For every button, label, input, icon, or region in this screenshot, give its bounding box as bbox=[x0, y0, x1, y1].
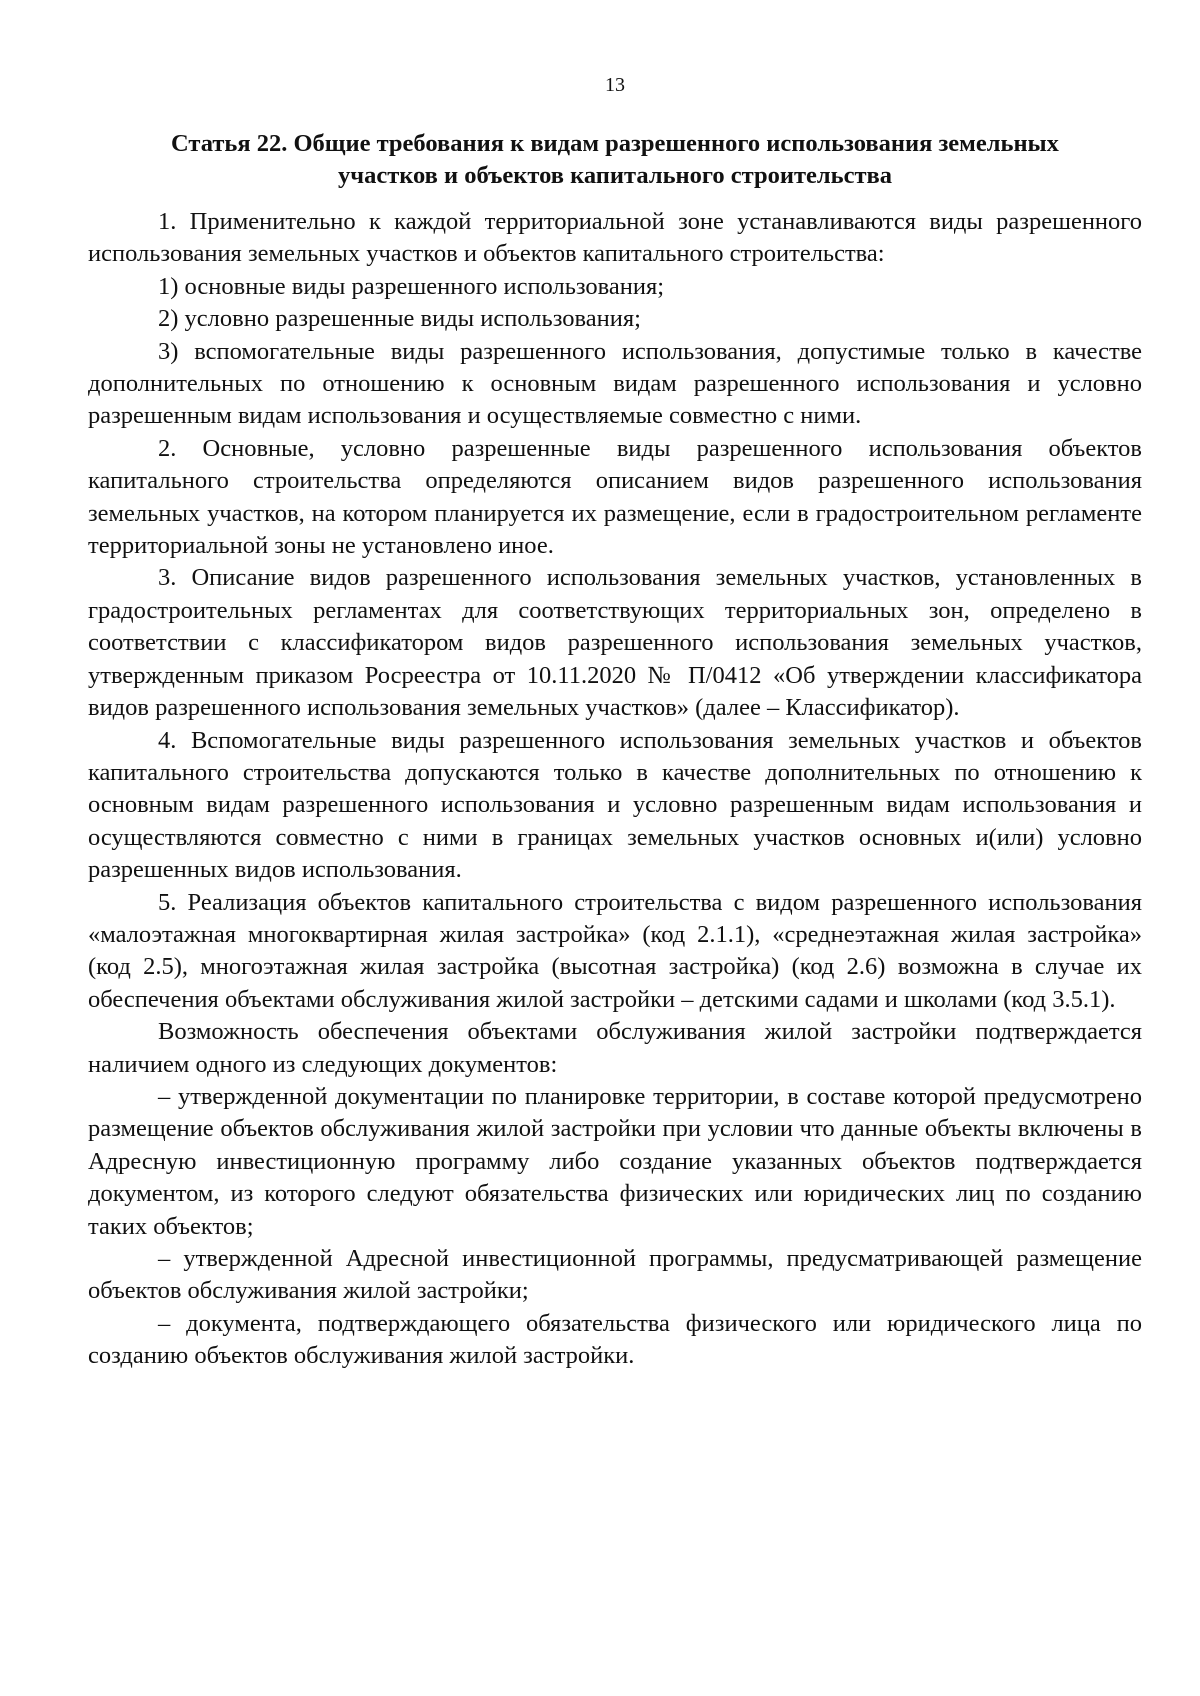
article-heading bbox=[88, 128, 1142, 192]
article-heading-line-2: участков и объектов капитального строительства bbox=[338, 162, 892, 189]
article-heading-line-1: Статья 22. Общие требования к видам разрешенного использования земельных bbox=[171, 130, 1059, 157]
paragraph-2: 2. Основные, условно разрешенные виды разрешенного использования объектов капитального строительства определяются описанием видов разрешенного использования земельных участков, на котором планируется их размещение, если в градостроительном регламенте территориальной зоны не установлено иное. bbox=[88, 434, 1142, 560]
list-item-3: 3) вспомогательные виды разрешенного использования, допустимые только в качестве дополнительных по отношению к основным видам разрешенного использования и условно разрешенным видам использования и осуществляемые совместно с ними. bbox=[88, 337, 1142, 430]
paragraph-5: 5. Реализация объектов капитального строительства с видом разрешенного использования «малоэтажная многоквартирная жилая застройка» (код 2.1.1), «среднеэтажная жилая застройка» (код 2.5), многоэтажная жилая застройка (высотная застройка) (код 2.6) возможна в случае их обеспечения объектами обслуживания жилой застройки – детскими садами и школами (код 3.5.1). bbox=[88, 888, 1142, 1013]
article-body bbox=[88, 206, 1142, 1373]
paragraph-1: 1. Применительно к каждой территориальной зоне устанавливаются виды разрешенного использования земельных участков и объектов капитального строительства: bbox=[88, 208, 1142, 268]
list-item-1: 1) основные виды разрешенного использования; bbox=[158, 272, 665, 300]
dash-item-3: – документа, подтверждающего обязательства физического или юридического лица по созданию объектов обслуживания жилой застройки. bbox=[88, 1309, 1142, 1370]
dash-item-2: – утвержденной Адресной инвестиционной программы, предусматривающей размещение объектов обслуживания жилой застройки; bbox=[88, 1245, 1142, 1305]
paragraph-documents-intro: Возможность обеспечения объектами обслуживания жилой застройки подтверждается наличием одного из следующих документов: bbox=[88, 1018, 1142, 1078]
page-number: 13 bbox=[605, 74, 625, 96]
paragraph-3: 3. Описание видов разрешенного использования земельных участков, установленных в градостроительных регламентах для соответствующих территориальных зон, определено в соответствии с классификатором видов разрешенного использования земельных участков, утвержденным приказом Росреестра от 10.11.2020 № П/0412 «Об утверждении классификатора видов разрешенного использования земельных участков» (далее – Классификатор). bbox=[88, 564, 1142, 722]
paragraph-4: 4. Вспомогательные виды разрешенного использования земельных участков и объектов капитального строительства допускаются только в качестве дополнительных по отношению к основным видам разрешенного использования и условно разрешенным видам использования и осуществляются совместно с ними в границах земельных участков основных и(или) условно разрешенных видов использования. bbox=[88, 726, 1142, 884]
dash-item-1: – утвержденной документации по планировке территории, в составе которой предусмотрено размещение объектов обслуживания жилой застройки при условии что данные объекты включены в Адресную инвестиционную программу либо создание указанных объектов подтверждается документом, из которого следуют обязательства физических или юридических лиц по созданию таких объектов; bbox=[88, 1082, 1142, 1240]
document-page bbox=[88, 0, 1142, 1696]
list-item-2: 2) условно разрешенные виды использования; bbox=[158, 305, 641, 333]
